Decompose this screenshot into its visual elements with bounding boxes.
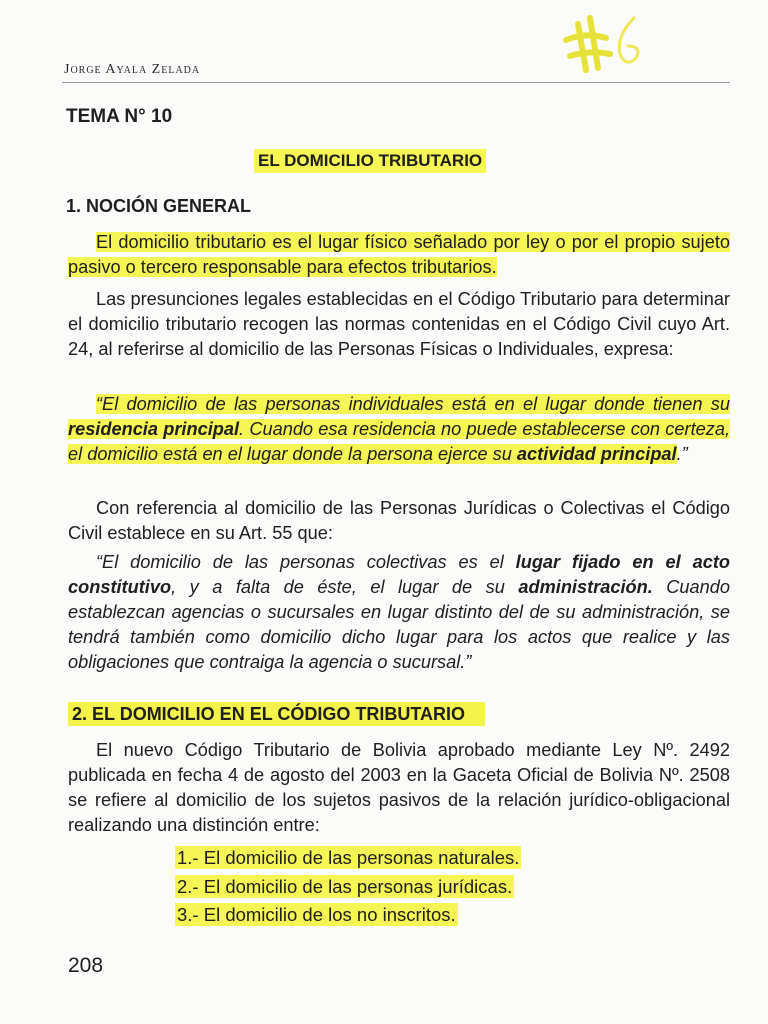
distinction-list	[175, 844, 521, 930]
paragraph-codigo-civil-art55: Con referencia al domicilio de las Personas Jurídicas o Colectivas el Código Civil establece en su Art. 55 que:	[68, 498, 730, 543]
quote-art55	[68, 550, 730, 675]
paragraph-codigo-civil-art24: Las presunciones legales establecidas en el Código Tributario para determinar el domicilio tributario recogen las normas contenidas en el Código Civil cuyo Art. 24, al referirse al domicilio de las Personas Físicas o Individuales, expresa:	[68, 289, 730, 359]
quote-art24-bold-actividad: actividad principal	[516, 444, 677, 464]
list-item	[175, 901, 521, 930]
section-2-heading-text: 2. EL DOMICILIO EN EL CÓDIGO TRIBUTARIO	[68, 702, 485, 726]
quote-art24-text-a: “El domicilio de las personas individuales está en el lugar donde tienen su	[96, 394, 730, 414]
quote-art55-text-a: “El domicilio de las personas colectivas es el	[96, 552, 516, 572]
list-item-text: 3.- El domicilio de los no inscritos.	[177, 904, 456, 925]
header-rule	[62, 82, 730, 83]
handwritten-mark	[560, 10, 650, 82]
section-2-heading	[68, 704, 485, 725]
quote-art55-bold-lugar: lugar fijado en el acto constitutivo	[68, 552, 730, 597]
quote-art55-bold-administracion: administración.	[518, 577, 653, 597]
quote-art24-text-c: . Cuando esa residencia no puede establecerse con certeza, el domicilio está en el lugar donde la persona ejerce su	[68, 419, 730, 464]
topic-number: TEMA N° 10	[66, 106, 173, 127]
list-item-text: 1.- El domicilio de las personas naturales.	[177, 847, 520, 868]
quote-art55-text-c: , y a falta de éste, el lugar de su	[171, 577, 519, 597]
page-number: 208	[68, 954, 104, 977]
quote-art24-bold-residencia: residencia principal	[68, 419, 240, 439]
definition-text: El domicilio tributario es el lugar físico señalado por ley o por el propio sujeto pasivo o tercero responsable para efectos tributarios.	[68, 232, 730, 277]
list-item	[175, 873, 521, 902]
section-1-heading: 1. NOCIÓN GENERAL	[66, 196, 252, 216]
running-header: Jorge Ayala Zelada	[64, 62, 201, 77]
list-item-text: 2.- El domicilio de las personas jurídicas.	[177, 875, 513, 897]
list-item	[175, 844, 521, 873]
quote-art24-text-e: .”	[676, 444, 688, 464]
definition-paragraph	[68, 230, 730, 280]
quote-art55-text-e: Cuando establezcan agencias o sucursales en lugar distinto del de su administración, se tendrá también como domicilio dicho lugar para los actos que realice y las obligaciones que contraiga la agencia o sucursal.”	[68, 577, 731, 672]
quote-art24	[68, 392, 730, 467]
paragraph-codigo-tributario: El nuevo Código Tributario de Bolivia aprobado mediante Ley Nº. 2492 publicada en fecha 4 de agosto del 2003 en la Gaceta Oficial de Bolivia Nº. 2508 se refiere al domicilio de los sujetos pasivos de la relación jurídico-obligacional realizando una distinción entre:	[68, 740, 730, 835]
section-title: EL DOMICILIO TRIBUTARIO	[254, 149, 486, 173]
